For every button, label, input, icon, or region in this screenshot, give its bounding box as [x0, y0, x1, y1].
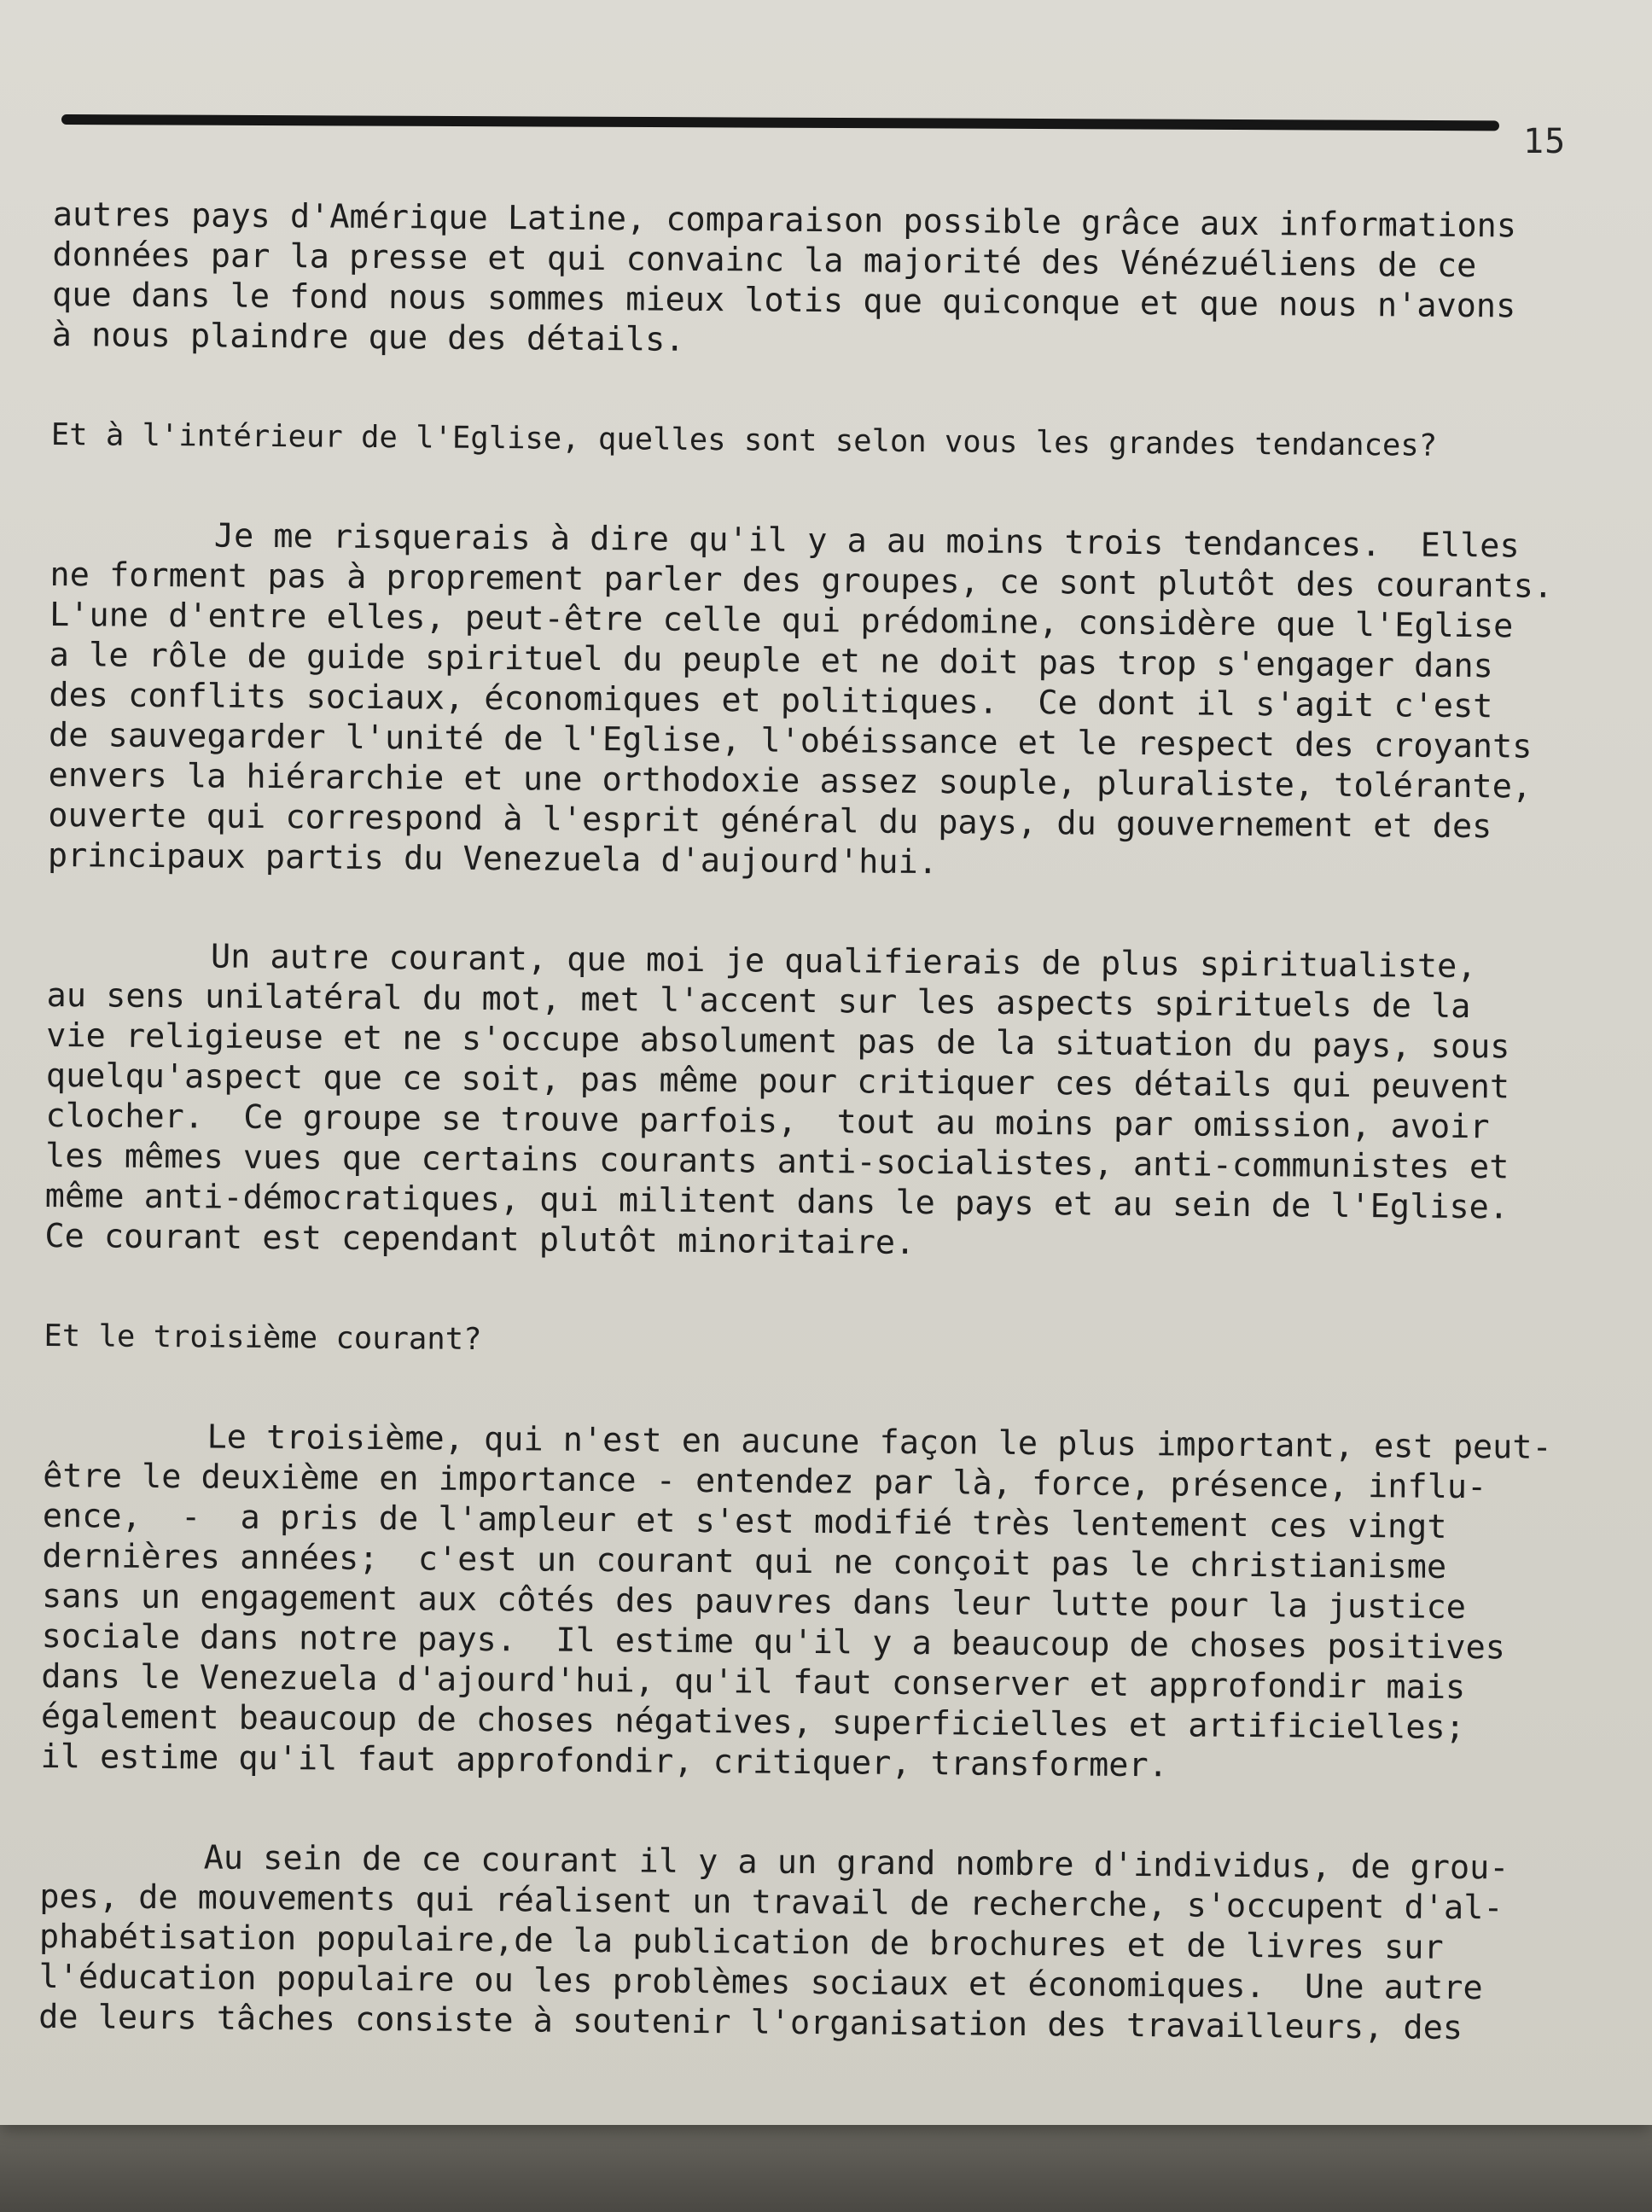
text-line: Et le troisième courant? [44, 1318, 482, 1357]
text-line: Et à l'intérieur de l'Eglise, quelles sont selon vous les grandes tendances? [50, 416, 1438, 463]
text-line: dernières années; c'est un courant qui ne conçoit pas le christianisme [42, 1536, 1447, 1586]
paragraph [44, 935, 1608, 1268]
text-line: Un autre courant, que moi je qualifierais de plus spiritualiste, [210, 937, 1477, 987]
text-line: des conflits sociaux, économiques et politiques. Ce dont il s'agit c'est [49, 675, 1493, 726]
text-line: au sens unilatéral du mot, met l'accent sur les aspects spirituels de la [46, 975, 1471, 1027]
page-text [38, 195, 1614, 2049]
text-line: Au sein de ce courant il y a un grand nombre d'individus, de grou- [203, 1838, 1509, 1888]
text-line: données par la presse et qui convainc la majorité des Vénézuéliens de ce [52, 235, 1477, 286]
text-line: de leurs tâches consiste à soutenir l'organisation des travailleurs, des [38, 1997, 1463, 2048]
text-line: dans le Venezuela d'ajourd'hui, qu'il faut conserver et approfondir mais [41, 1656, 1466, 1708]
text-line: vie religieuse et ne s'occupe absolument pas de la situation du pays, sous [46, 1016, 1510, 1067]
text-line: pes, de mouvements qui réalisent un travail de recherche, s'occupent d'al- [39, 1877, 1504, 1928]
text-line: sociale dans notre pays. Il estime qu'il y a beaucoup de choses positives [41, 1616, 1506, 1668]
header-rule [61, 114, 1499, 131]
paragraph [48, 515, 1612, 888]
text-line: de sauvegarder l'unité de l'Eglise, l'obéissance et le respect des croyants [48, 715, 1533, 766]
page-number: 15 [1523, 122, 1567, 161]
text-line: envers la hiérarchie et une orthodoxie assez souple, pluraliste, tolérante, [48, 755, 1533, 806]
text-line: ne forment pas à proprement parler des groupes, ce sont plutôt des courants. [49, 555, 1554, 606]
text-line: que dans le fond nous sommes mieux lotis que quiconque et que nous n'avons [51, 275, 1516, 326]
text-line: être le deuxième en importance - entendez par là, force, présence, influ- [43, 1456, 1487, 1507]
text-line: quelqu'aspect que ce soit, pas même pour critiquer ces détails qui peuvent [45, 1056, 1510, 1107]
text-line: les mêmes vues que certains courants anti-socialistes, anti-communistes et [44, 1136, 1509, 1187]
paragraph [40, 1416, 1604, 1789]
text-line: phabétisation populaire,de la publication de brochures et de livres sur [38, 1917, 1444, 1967]
text-line: même anti-démocratiques, qui militent dans le pays et au sein de l'Eglise. [44, 1176, 1509, 1227]
text-line: Le troisième, qui n'est en aucune façon le plus important, est peut- [206, 1417, 1552, 1467]
text-line: à nous plaindre que des détails. [51, 315, 685, 359]
text-line: a le rôle de guide spirituel du peuple et ne doit pas trop s'engager dans [49, 635, 1493, 686]
text-line: l'éducation populaire ou les problèmes sociaux et économiques. Une autre [38, 1957, 1483, 2008]
text-line: principaux partis du Venezuela d'aujourd'hui. [47, 835, 939, 882]
paragraph [38, 1837, 1602, 2049]
text-line: il estime qu'il faut approfondir, critiquer, transformer. [40, 1737, 1168, 1785]
text-line: ouverte qui correspond à l'esprit général du pays, du gouvernement et des [48, 795, 1492, 847]
text-line: sans un engagement aux côtés des pauvres dans leur lutte pour la justice [41, 1576, 1467, 1627]
text-line: clocher. Ce groupe se trouve parfois, tout au moins par omission, avoir [45, 1096, 1490, 1147]
paragraph [52, 195, 1614, 367]
text-line: Je me risquerais à dire qu'il y a au moins trois tendances. Elles [213, 516, 1520, 566]
text-line: Ce courant est cependant plutôt minoritaire. [44, 1216, 916, 1262]
text-line: autres pays d'Amérique Latine, comparaison possible grâce aux informations [52, 195, 1517, 246]
text-line: L'une d'entre elles, peut-être celle qui prédomine, considère que l'Eglise [49, 595, 1514, 646]
text-line: également beaucoup de choses négatives, superficielles et artificielles; [40, 1697, 1466, 1748]
text-line: ence, - a pris de l'ampleur et s'est modifié très lentement ces vingt [42, 1496, 1447, 1546]
